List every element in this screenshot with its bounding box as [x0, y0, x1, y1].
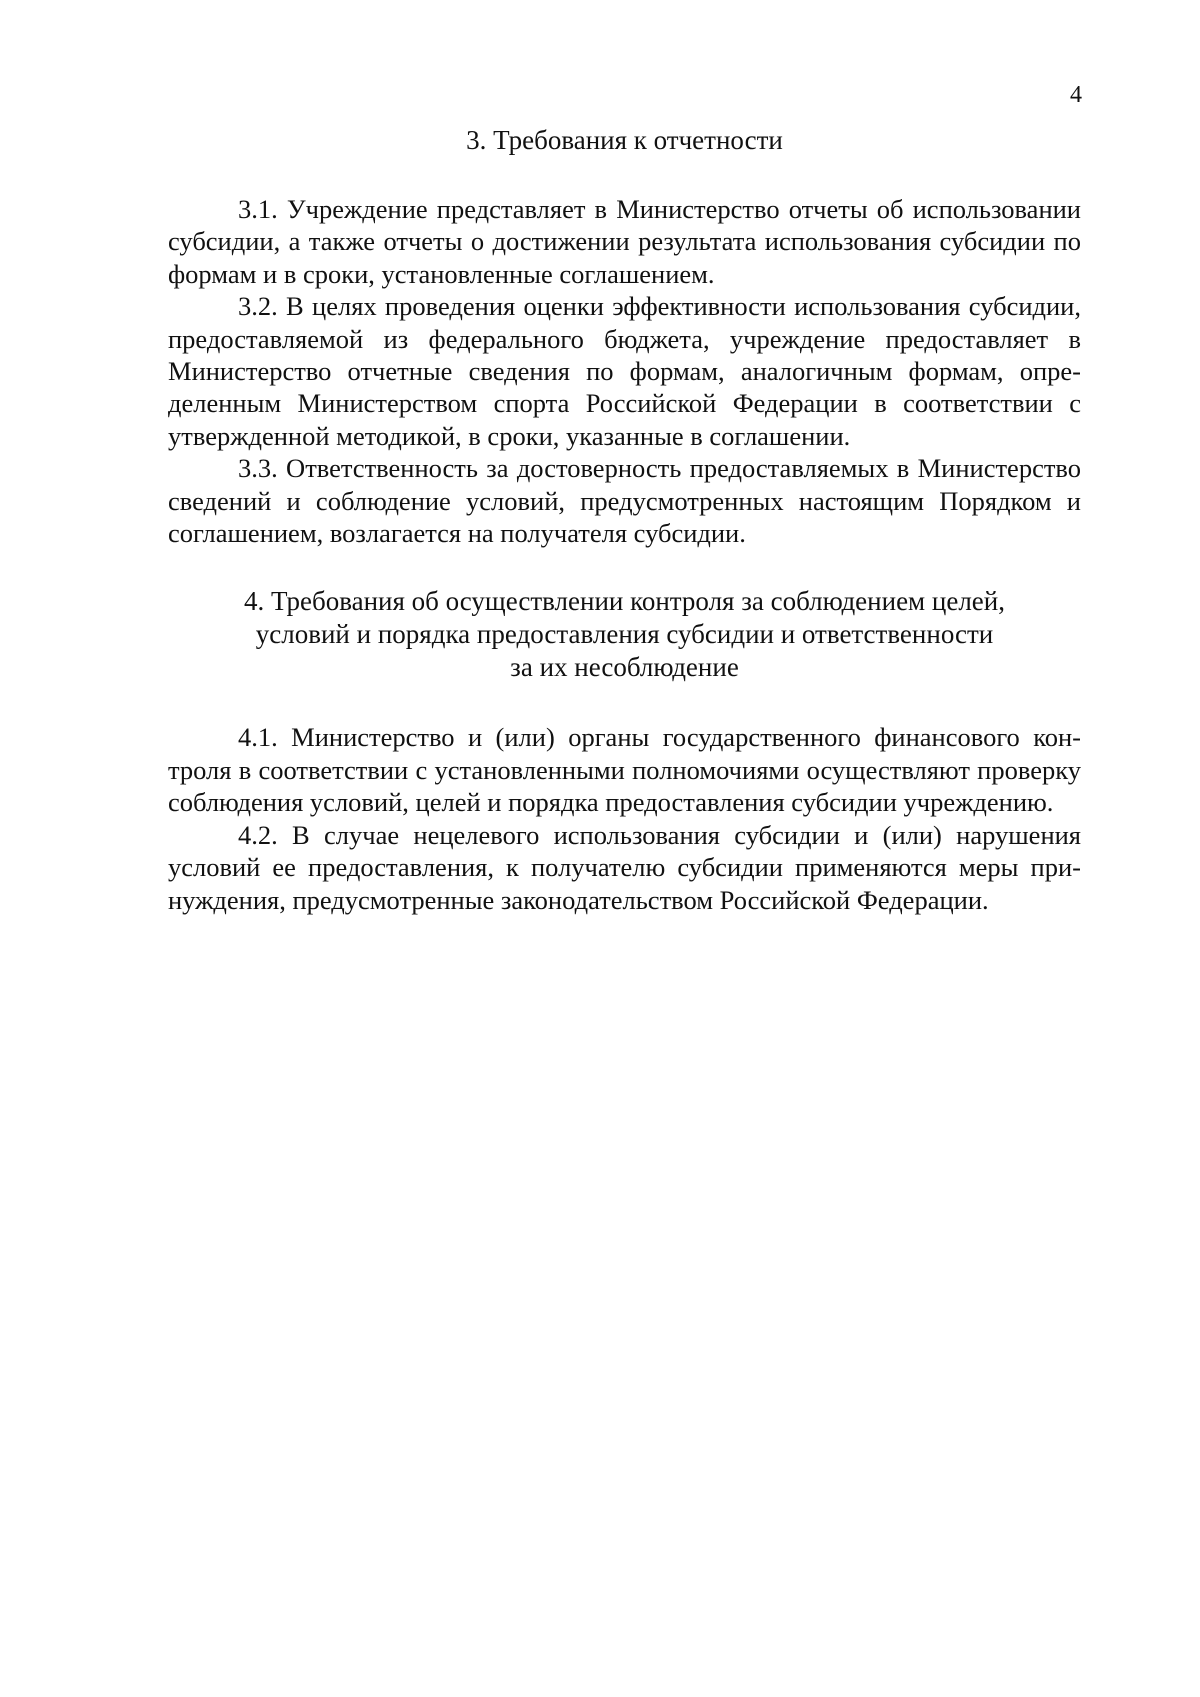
section-4-title-line: условий и порядка предоставления субсидии и ответственности	[255, 619, 994, 650]
paragraph-3-3: 3.3. Ответственность за достоверность предоставляемых в Министерство сведений и соблюдение условий, предусмотренных настоящим Порядком и соглашением, возлагается на получателя субсидии.	[168, 453, 1081, 549]
section-4-title	[168, 585, 1081, 684]
paragraph-3-1: 3.1. Учреждение представляет в Министерство отчеты об использовании субсидии, а также отчеты о достижении результата использования субсидии по формам и в сроки, установленные соглашением.	[168, 194, 1081, 289]
paragraph-4-1: 4.1. Министерство и (или) органы государственного финансового контроля в соответствии с установленными полномочиями осуществляют проверку соблюдения условий, целей и порядка предоставления субсидии учреждению.	[168, 722, 1081, 818]
section-3-title: 3. Требования к отчетности	[466, 125, 783, 155]
paragraph-4-2: 4.2. В случае нецелевого использования субсидии и (или) нарушения условий ее предоставления, к получателю субсидии применяются меры принуждения, предусмотренные законодательством Российской Федерации.	[168, 819, 1081, 915]
section-4-title-line: 4. Требования об осуществлении контроля за соблюдением целей,	[244, 586, 1005, 617]
section-4-title-line: за их несоблюдение	[510, 652, 739, 683]
page-content	[168, 124, 1081, 916]
page-number: 4	[1070, 82, 1082, 108]
paragraph-3-2: 3.2. В целях проведения оценки эффективности использования субсидии, предоставляемой из федерального бюджета, учреждение предоставляет в Министерство отчетные сведения по формам, аналогичным формам, определенным Министерством спорта Российской Федерации в соответствии с утвержденной методикой, в сроки, указанные в соглашении.	[168, 291, 1081, 451]
